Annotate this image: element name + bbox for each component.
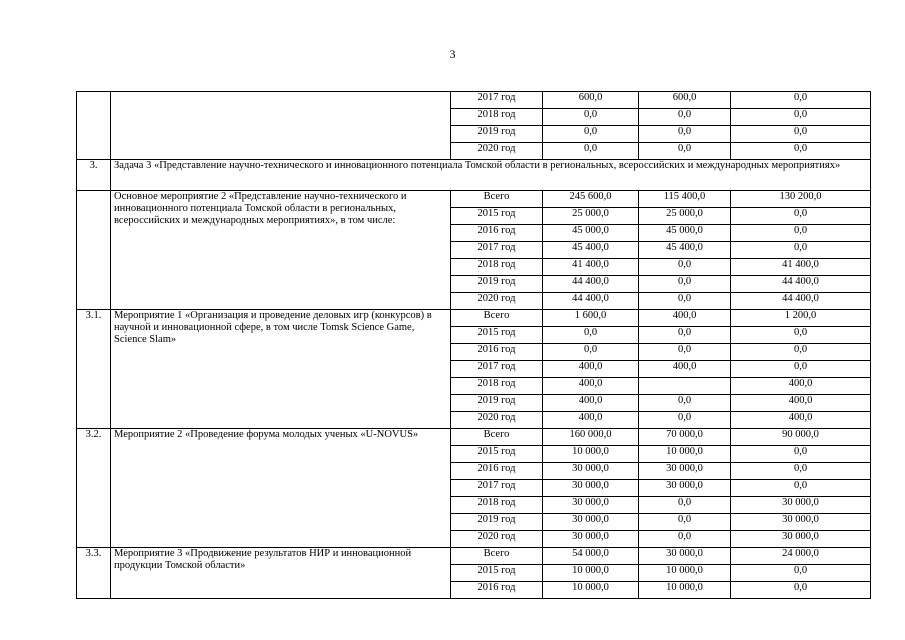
total-cell: 45 400,0 — [543, 242, 639, 259]
activity-number — [77, 191, 111, 310]
regional-budget-cell: 10 000,0 — [639, 565, 731, 582]
year-cell: 2016 год — [451, 344, 543, 361]
regional-budget-cell: 0,0 — [639, 143, 731, 160]
regional-budget-cell: 30 000,0 — [639, 480, 731, 497]
other-sources-cell: 0,0 — [731, 446, 871, 463]
year-cell: 2018 год — [451, 259, 543, 276]
year-cell: 2020 год — [451, 293, 543, 310]
total-cell: 0,0 — [543, 126, 639, 143]
year-cell: Всего — [451, 429, 543, 446]
other-sources-cell: 0,0 — [731, 463, 871, 480]
total-cell: 10 000,0 — [543, 565, 639, 582]
regional-budget-cell: 0,0 — [639, 109, 731, 126]
year-cell: 2017 год — [451, 480, 543, 497]
activity-number: 3.3. — [77, 548, 111, 599]
total-cell: 0,0 — [543, 109, 639, 126]
regional-budget-cell: 70 000,0 — [639, 429, 731, 446]
activity-number: 3.2. — [77, 429, 111, 548]
regional-budget-cell — [639, 378, 731, 395]
funding-table — [76, 91, 871, 599]
regional-budget-cell: 0,0 — [639, 126, 731, 143]
regional-budget-cell: 0,0 — [639, 293, 731, 310]
year-cell: 2020 год — [451, 412, 543, 429]
regional-budget-cell: 45 400,0 — [639, 242, 731, 259]
year-cell: 2015 год — [451, 208, 543, 225]
year-cell: 2019 год — [451, 395, 543, 412]
regional-budget-cell: 0,0 — [639, 344, 731, 361]
table-row — [77, 191, 871, 208]
total-cell: 600,0 — [543, 92, 639, 109]
other-sources-cell: 1 200,0 — [731, 310, 871, 327]
total-cell: 400,0 — [543, 378, 639, 395]
total-cell: 0,0 — [543, 344, 639, 361]
table-row — [77, 548, 871, 565]
total-cell: 30 000,0 — [543, 531, 639, 548]
total-cell: 30 000,0 — [543, 480, 639, 497]
total-cell: 245 600,0 — [543, 191, 639, 208]
activity-name: Мероприятие 1 «Организация и проведение деловых игр (конкурсов) в научной и инновационной сфере, в том числе Tomsk Science Game, Science Slam» — [111, 310, 451, 429]
other-sources-cell: 0,0 — [731, 582, 871, 599]
other-sources-cell: 30 000,0 — [731, 531, 871, 548]
regional-budget-cell: 10 000,0 — [639, 446, 731, 463]
year-cell: 2015 год — [451, 327, 543, 344]
other-sources-cell: 0,0 — [731, 208, 871, 225]
regional-budget-cell: 30 000,0 — [639, 463, 731, 480]
regional-budget-cell: 400,0 — [639, 310, 731, 327]
total-cell: 54 000,0 — [543, 548, 639, 565]
activity-name: Основное мероприятие 2 «Представление научно-технического и инновационного потенциала Томской области в региональных, всероссийских и международных мероприятиях», в том числе: — [111, 191, 451, 310]
total-cell: 400,0 — [543, 412, 639, 429]
year-cell: 2019 год — [451, 514, 543, 531]
year-cell: 2019 год — [451, 126, 543, 143]
regional-budget-cell: 0,0 — [639, 276, 731, 293]
year-cell: Всего — [451, 310, 543, 327]
other-sources-cell: 0,0 — [731, 225, 871, 242]
other-sources-cell: 41 400,0 — [731, 259, 871, 276]
year-cell: Всего — [451, 548, 543, 565]
other-sources-cell: 130 200,0 — [731, 191, 871, 208]
regional-budget-cell: 0,0 — [639, 395, 731, 412]
year-cell: 2017 год — [451, 361, 543, 378]
other-sources-cell: 0,0 — [731, 327, 871, 344]
other-sources-cell: 0,0 — [731, 361, 871, 378]
year-cell: 2018 год — [451, 497, 543, 514]
other-sources-cell: 44 400,0 — [731, 293, 871, 310]
other-sources-cell: 30 000,0 — [731, 497, 871, 514]
year-cell: 2020 год — [451, 143, 543, 160]
total-cell: 30 000,0 — [543, 497, 639, 514]
regional-budget-cell: 115 400,0 — [639, 191, 731, 208]
year-cell: 2020 год — [451, 531, 543, 548]
other-sources-cell: 24 000,0 — [731, 548, 871, 565]
regional-budget-cell: 0,0 — [639, 259, 731, 276]
activity-number: 3.1. — [77, 310, 111, 429]
regional-budget-cell: 0,0 — [639, 497, 731, 514]
other-sources-cell: 400,0 — [731, 395, 871, 412]
other-sources-cell: 0,0 — [731, 143, 871, 160]
page-number: 3 — [449, 47, 456, 61]
task-title: Задача 3 «Представление научно-технического и инновационного потенциала Томской области в региональных, всероссийских и международных мероприятиях» — [111, 160, 871, 191]
other-sources-cell: 30 000,0 — [731, 514, 871, 531]
total-cell: 400,0 — [543, 361, 639, 378]
total-cell: 400,0 — [543, 395, 639, 412]
year-cell: 2017 год — [451, 242, 543, 259]
table-row — [77, 429, 871, 446]
regional-budget-cell: 10 000,0 — [639, 582, 731, 599]
regional-budget-cell: 25 000,0 — [639, 208, 731, 225]
year-cell: 2015 год — [451, 565, 543, 582]
activity-name-cell — [111, 92, 451, 160]
year-cell: 2019 год — [451, 276, 543, 293]
total-cell: 30 000,0 — [543, 463, 639, 480]
regional-budget-cell: 0,0 — [639, 327, 731, 344]
year-cell: 2016 год — [451, 582, 543, 599]
total-cell: 0,0 — [543, 327, 639, 344]
other-sources-cell: 0,0 — [731, 344, 871, 361]
other-sources-cell: 0,0 — [731, 126, 871, 143]
task-number: 3. — [77, 160, 111, 191]
activity-name: Мероприятие 2 «Проведение форума молодых ученых «U-NOVUS» — [111, 429, 451, 548]
year-cell: 2017 год — [451, 92, 543, 109]
other-sources-cell: 0,0 — [731, 565, 871, 582]
year-cell: Всего — [451, 191, 543, 208]
other-sources-cell: 0,0 — [731, 92, 871, 109]
other-sources-cell: 400,0 — [731, 412, 871, 429]
total-cell: 44 400,0 — [543, 276, 639, 293]
total-cell: 45 000,0 — [543, 225, 639, 242]
total-cell: 30 000,0 — [543, 514, 639, 531]
regional-budget-cell: 0,0 — [639, 531, 731, 548]
regional-budget-cell: 400,0 — [639, 361, 731, 378]
other-sources-cell: 90 000,0 — [731, 429, 871, 446]
total-cell: 1 600,0 — [543, 310, 639, 327]
task-row — [77, 160, 871, 191]
year-cell: 2018 год — [451, 109, 543, 126]
regional-budget-cell: 30 000,0 — [639, 548, 731, 565]
other-sources-cell: 0,0 — [731, 242, 871, 259]
year-cell: 2015 год — [451, 446, 543, 463]
regional-budget-cell: 45 000,0 — [639, 225, 731, 242]
year-cell: 2018 год — [451, 378, 543, 395]
number-cell — [77, 92, 111, 160]
activity-name: Мероприятие 3 «Продвижение результатов НИР и инновационной продукции Томской области» — [111, 548, 451, 599]
other-sources-cell: 0,0 — [731, 480, 871, 497]
total-cell: 160 000,0 — [543, 429, 639, 446]
other-sources-cell: 400,0 — [731, 378, 871, 395]
total-cell: 10 000,0 — [543, 582, 639, 599]
regional-budget-cell: 0,0 — [639, 412, 731, 429]
total-cell: 25 000,0 — [543, 208, 639, 225]
year-cell: 2016 год — [451, 463, 543, 480]
year-cell: 2016 год — [451, 225, 543, 242]
total-cell: 10 000,0 — [543, 446, 639, 463]
other-sources-cell: 0,0 — [731, 109, 871, 126]
total-cell: 0,0 — [543, 143, 639, 160]
other-sources-cell: 44 400,0 — [731, 276, 871, 293]
table-row — [77, 310, 871, 327]
table-row — [77, 92, 871, 109]
regional-budget-cell: 600,0 — [639, 92, 731, 109]
total-cell: 41 400,0 — [543, 259, 639, 276]
total-cell: 44 400,0 — [543, 293, 639, 310]
regional-budget-cell: 0,0 — [639, 514, 731, 531]
